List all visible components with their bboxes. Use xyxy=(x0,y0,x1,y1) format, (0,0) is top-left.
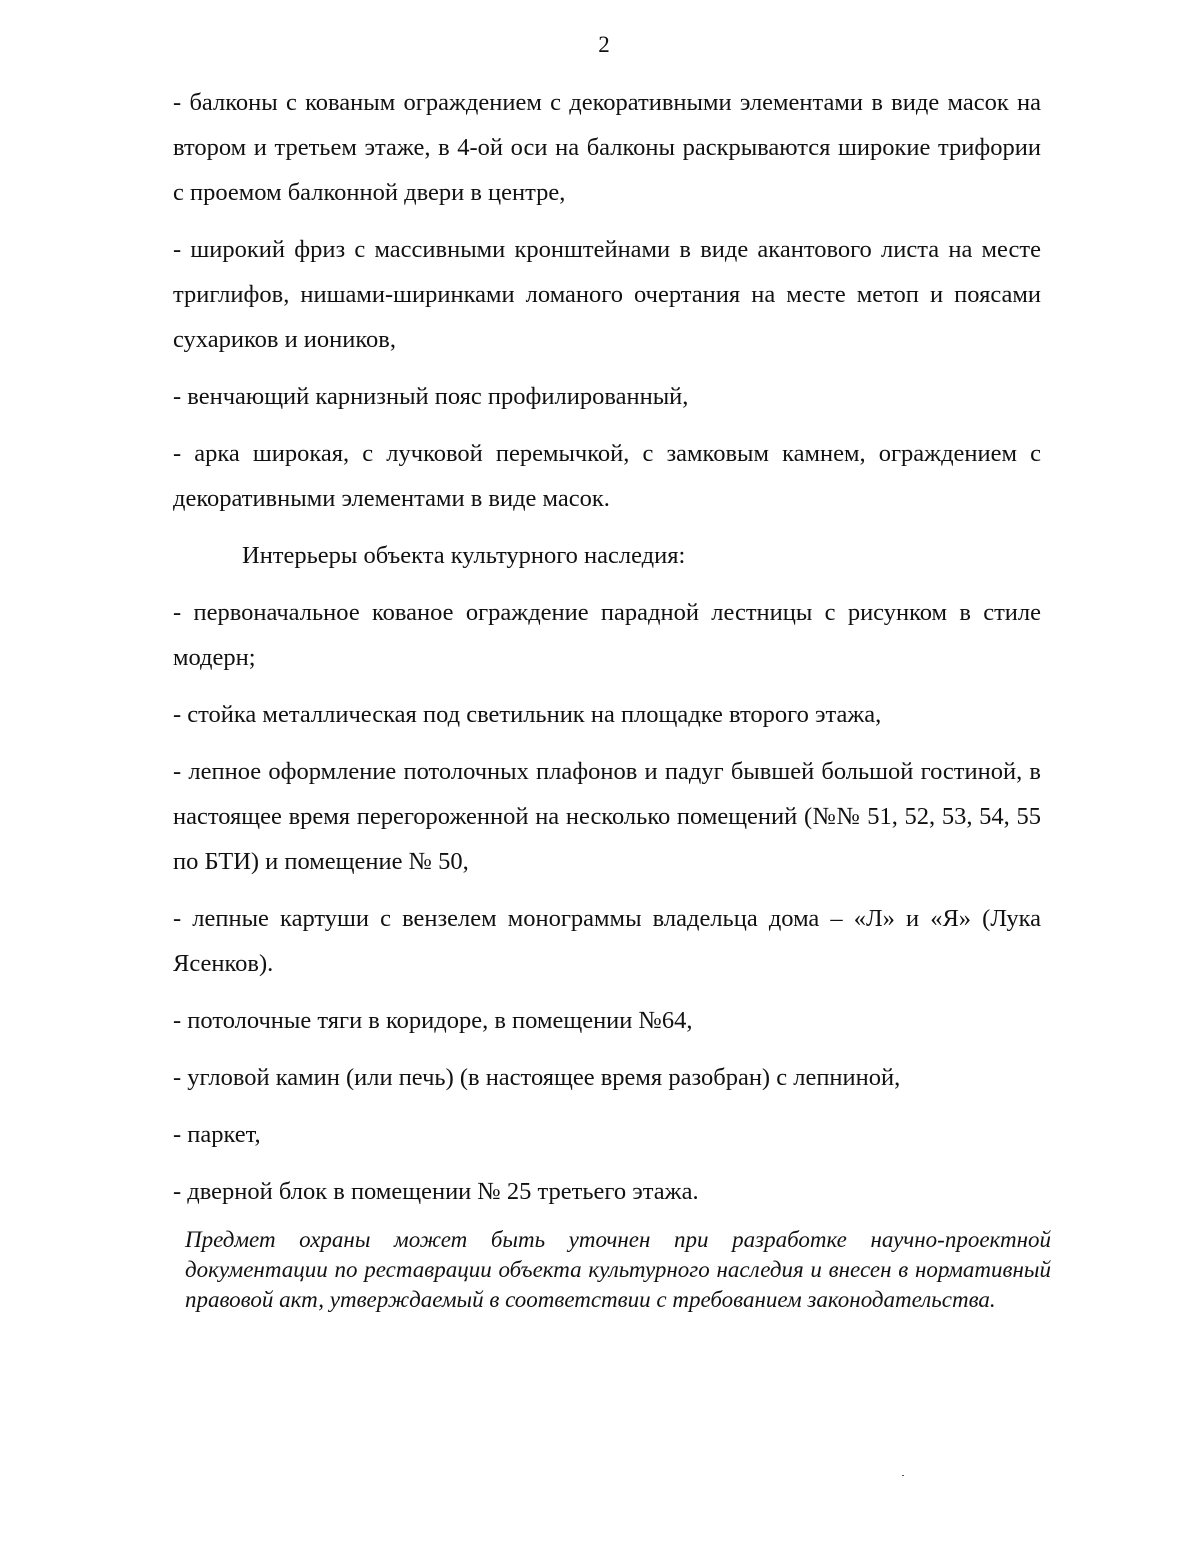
list-item-fireplace: - угловой камин (или печь) (в настоящее время разобран) с лепниной, xyxy=(173,1064,901,1091)
list-item-frieze: - широкий фриз с массивными кронштейнами в виде акантового листа на месте триглифов, нишами-ширинками ломаного очертания на месте метоп и поясами сухариков и иоников, xyxy=(173,236,1041,353)
list-item-staircase-railing: - первоначальное кованое ограждение парадной лестницы с рисунком в стиле модерн; xyxy=(173,599,1041,671)
section-heading-interiors: Интерьеры объекта культурного наследия: xyxy=(242,542,686,569)
list-item-arch: - арка широкая, с лучковой перемычкой, с замковым камнем, ограждением с декоративными элементами в виде масок. xyxy=(173,440,1041,512)
list-item-door-block: - дверной блок в помещении № 25 третьего этажа. xyxy=(173,1178,699,1205)
document-body xyxy=(173,80,1041,1226)
list-item-balconies: - балконы с кованым ограждением с декоративными элементами в виде масок на втором и третьем этаже, в 4-ой оси на балконы раскрываются широкие трифории с проемом балконной двери в центре, xyxy=(173,89,1041,206)
list-item-ceiling-mouldings: - потолочные тяги в коридоре, в помещении №64, xyxy=(173,1007,693,1034)
list-item-stucco-ceilings: - лепное оформление потолочных плафонов и падуг бывшей большой гостиной, в настоящее время перегороженной на несколько помещений (№№ 51, 52, 53, 54, 55 по БТИ) и помещение № 50, xyxy=(173,758,1041,875)
list-item-parquet: - паркет, xyxy=(173,1121,261,1148)
scan-artifact xyxy=(902,1475,904,1476)
list-item-cartouches: - лепные картуши с вензелем монограммы владельца дома – «Л» и «Я» (Лука Ясенков). xyxy=(173,905,1041,977)
list-item-lamp-stand: - стойка металлическая под светильник на площадке второго этажа, xyxy=(173,701,882,728)
protection-note: Предмет охраны может быть уточнен при разработке научно-проектной документации по реставрации объекта культурного наследия и внесен в нормативный правовой акт, утверждаемый в соответствии с требованием законодательства. xyxy=(185,1227,1051,1312)
page-number: 2 xyxy=(598,32,610,57)
list-item-cornice: - венчающий карнизный пояс профилированный, xyxy=(173,383,689,410)
